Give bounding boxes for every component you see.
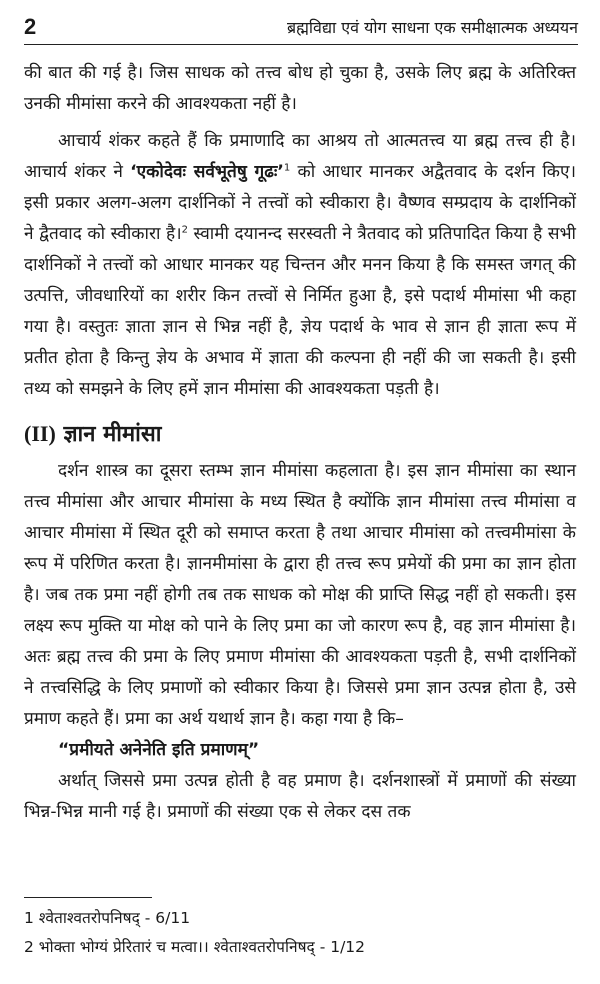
section-heading [24,419,576,450]
footnotes [24,904,365,962]
paragraph-2-intro: आचार्य शंकर कहते हैं कि प्रमाणादि का आश्रय तो आत्मतत्त्व या ब्रह्म तत्त्व ही है। आचार्य शंकर ने [24,131,576,182]
paragraph-4: अर्थात् जिससे प्रमा उत्पन्न होती है वह प्रमाण है। दर्शनशास्त्रों में प्रमाणों की संख्या भिन्न-भिन्न मानी गई है। प्रमाणों की संख्या एक से लेकर दस तक [24,771,576,822]
section-title: ज्ञान मीमांसा [63,422,162,447]
paragraph-1: की बात की गई है। जिस साधक को तत्त्व बोध हो चुका है, उसके लिए ब्रह्म के अतिरिक्त उनकी मीमांसा करने की आवश्यकता नहीं है। [24,63,576,114]
footnote-1: 1 श्वेताश्वतरोपनिषद् - 6/11 [24,909,191,927]
paragraph-2 [24,126,576,405]
footnote-divider [24,897,152,898]
page-header [24,14,578,45]
section-number: (II) [24,421,56,446]
page-number: 2 [24,14,37,39]
paragraph-2-middle: को आधार मानकर अद्वैतवाद के दर्शन किए। इसी प्रकार अलग-अलग दार्शनिकों ने तत्त्वों को स्वीकारा है। वैष्णव सम्प्रदाय के दार्शनिकों ने द्वैतवाद को स्वीकारा है। [24,162,577,244]
paragraph-3: दर्शन शास्त्र का दूसरा स्तम्भ ज्ञान मीमांसा कहलाता है। इस ज्ञान मीमांसा का स्थान तत्त्व मीमांसा और आचार मीमांसा के मध्य स्थित है क्योंकि ज्ञान मीमांसा तत्त्व मीमांसा व आचार मीमांसा में स्थित दूरी को समाप्त करता है तथा आचार मीमांसा को तत्त्वमीमांसा के रूप में परिणित करता है। ज्ञानमीमांसा के द्वारा ही तत्त्व रूप प्रमेयों की प्रमा का ज्ञान होता है। जब तक प्रमा नहीं होगी तब तक साधक को मोक्ष की प्राप्ति सिद्ध नहीं हो सकती। इस लक्ष्य रूप मुक्ति या मोक्ष को पाने के लिए प्रमा का जो कारण रूप है, वह ज्ञान मीमांसा है। अतः ब्रह्म तत्त्व की प्रमा के लिए प्रमाण मीमांसा की आवश्यकता पड़ती है, सभी दार्शनिकों ने तत्त्वसिद्धि के लिए प्रमाणों को स्वीकार किया है। जिससे प्रमा ज्ञान उत्पन्न होता है, उसे प्रमाण कहते हैं। प्रमा का अर्थ यथार्थ ज्ञान है। कहा गया है कि– [24,461,576,729]
sanskrit-quote-inline: ‘एकोदेवः सर्वभूतेषु गूढः’ [130,162,284,182]
footnote-ref-2[interactable]: 2 [181,224,188,236]
page-body [24,58,576,828]
running-title: ब्रह्मविद्या एवं योग साधना एक समीक्षात्मक अध्ययन [286,18,578,37]
footnote-2: 2 भोक्ता भोग्यं प्रेरितारं च मत्वा।। श्वेताश्वतरोपनिषद् - 1/12 [24,938,366,956]
footnote-ref-1[interactable]: 1 [283,162,291,174]
paragraph-2-rest: स्वामी दयानन्द सरस्वती ने त्रैतवाद को प्रतिपादित किया है सभी दार्शनिकों ने तत्त्वों को आधार मानकर यह चिन्तन और मनन किया है कि समस्त जगत् की उत्पत्ति, जीवधारियों का शरीर किन तत्त्वों से निर्मित हुआ है, इसे पदार्थ मीमांसा भी कहा गया है। वस्तुतः ज्ञाता ज्ञान से भिन्न नहीं है, ज्ञेय पदार्थ के भाव से ज्ञान ही ज्ञाता रूप में प्रतीत होता है किन्तु ज्ञेय के अभाव में ज्ञाता की कल्पना ही नहीं की जा सकती है। इसी तथ्य को समझने के लिए हमें ज्ञान मीमांसा की आवश्यकता पड़ती है। [24,224,576,399]
sanskrit-quote-block: “प्रमीयते अनेनेति इति प्रमाणम्” [58,740,260,760]
